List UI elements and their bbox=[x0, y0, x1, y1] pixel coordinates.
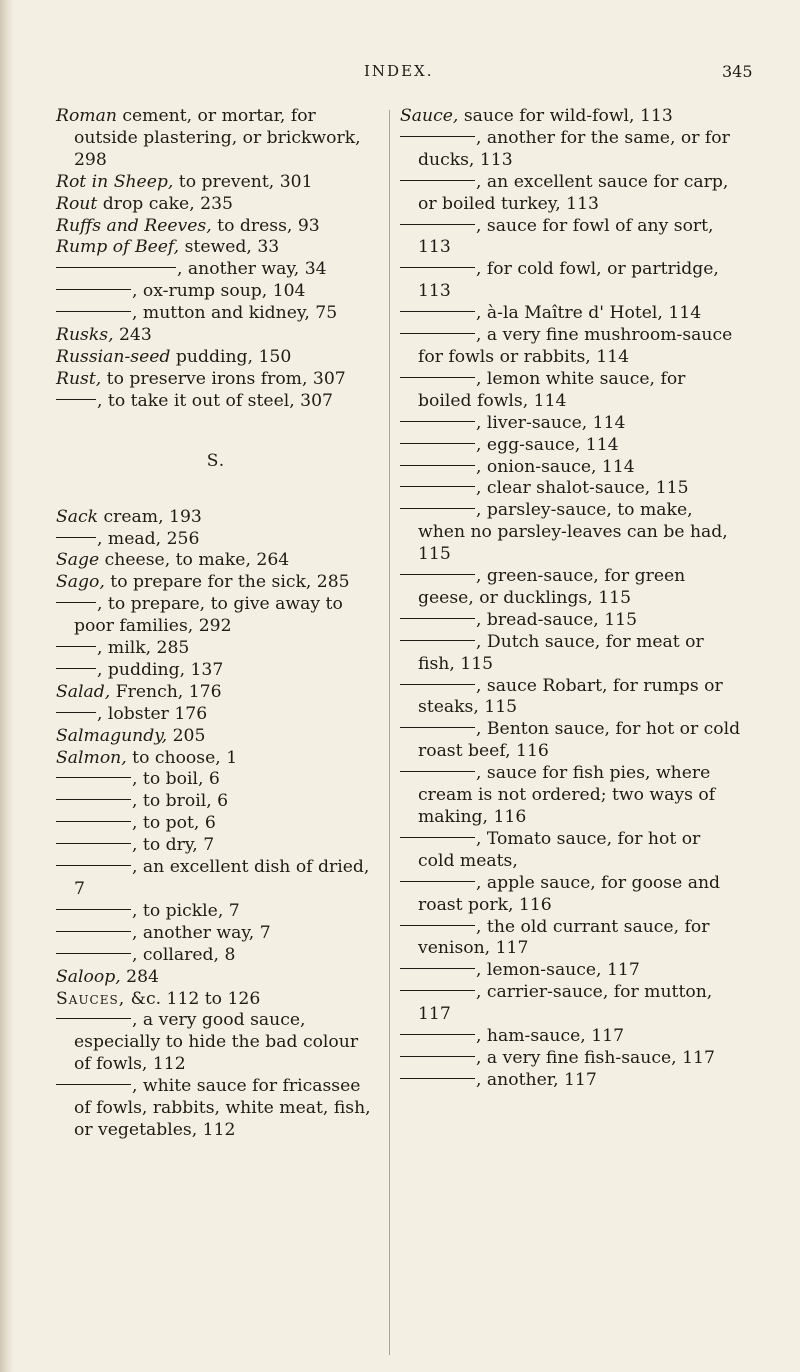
ditto-dash bbox=[400, 925, 475, 926]
index-entry bbox=[400, 369, 742, 413]
index-entry bbox=[56, 989, 376, 1011]
index-entry bbox=[56, 835, 376, 857]
index-entry bbox=[56, 347, 376, 369]
index-entry bbox=[56, 967, 376, 989]
index-entry bbox=[56, 550, 376, 572]
ditto-dash bbox=[56, 821, 131, 822]
ditto-dash bbox=[400, 508, 475, 509]
page-number: 345 bbox=[722, 62, 753, 81]
ditto-dash bbox=[400, 311, 475, 312]
entry-text: , lobster 176 bbox=[97, 703, 208, 724]
entry-text: , another, 117 bbox=[476, 1069, 597, 1090]
entry-text: , Dutch sauce, for meat or fish, 115 bbox=[418, 631, 704, 674]
ditto-dash bbox=[56, 289, 131, 290]
ditto-dash bbox=[400, 684, 475, 685]
ditto-dash bbox=[56, 602, 96, 603]
ditto-dash bbox=[56, 267, 176, 268]
entry-heading: Sack bbox=[56, 506, 99, 527]
index-entry bbox=[56, 682, 376, 704]
index-entry bbox=[56, 726, 376, 748]
entry-text: sauce for wild-fowl, 113 bbox=[458, 106, 673, 126]
index-entry bbox=[56, 945, 376, 967]
index-entry bbox=[400, 172, 742, 216]
index-entry bbox=[400, 325, 742, 369]
entry-text: , white sauce for fricassee of fowls, rabbits, white meat, fish, or vegetables, 112 bbox=[74, 1076, 371, 1140]
index-entry bbox=[400, 128, 742, 172]
index-entry bbox=[400, 676, 742, 720]
entry-heading: Salmagundy, bbox=[56, 725, 168, 746]
entry-text: 243 bbox=[113, 325, 152, 346]
ditto-dash bbox=[400, 421, 475, 422]
entry-text: , for cold fowl, or partridge, 113 bbox=[418, 259, 719, 302]
ditto-dash bbox=[400, 333, 475, 334]
entry-text: &c. 112 to 126 bbox=[125, 988, 261, 1009]
entry-text: , to pot, 6 bbox=[132, 813, 216, 834]
entry-text: to choose, 1 bbox=[126, 747, 238, 768]
entry-heading: Sago, bbox=[56, 572, 105, 593]
ditto-dash bbox=[400, 618, 475, 619]
entry-text: , to broil, 6 bbox=[132, 791, 229, 812]
entry-text: to prepare for the sick, 285 bbox=[104, 572, 350, 593]
index-entry bbox=[400, 106, 742, 128]
index-entry bbox=[400, 632, 742, 676]
entry-heading: Roman bbox=[56, 106, 117, 126]
entry-text: drop cake, 235 bbox=[97, 193, 233, 214]
entry-text: , sauce for fowl of any sort, 113 bbox=[418, 215, 714, 258]
ditto-dash bbox=[400, 990, 475, 991]
ditto-dash bbox=[56, 909, 131, 910]
ditto-dash bbox=[400, 1056, 475, 1057]
entry-heading: Rot in Sheep, bbox=[56, 171, 174, 192]
ditto-dash bbox=[56, 668, 96, 669]
index-entry bbox=[56, 259, 376, 281]
entry-text: , collared, 8 bbox=[132, 944, 236, 965]
index-entry bbox=[56, 594, 376, 638]
entry-text: , sauce for fish pies, where cream is not ordered; two ways of making, 116 bbox=[418, 763, 716, 827]
index-entry bbox=[56, 901, 376, 923]
index-entry bbox=[400, 829, 742, 873]
ditto-dash bbox=[400, 486, 475, 487]
ditto-dash bbox=[400, 837, 475, 838]
ditto-dash bbox=[400, 1078, 475, 1079]
index-entry bbox=[56, 1076, 376, 1142]
index-entry bbox=[400, 719, 742, 763]
entry-text: , bread-sauce, 115 bbox=[476, 609, 638, 630]
entry-heading: Salmon, bbox=[56, 747, 127, 768]
index-heading: INDEX. bbox=[364, 62, 434, 80]
right-column bbox=[400, 106, 742, 1092]
ditto-dash bbox=[400, 465, 475, 466]
entry-text: French, 176 bbox=[110, 681, 222, 702]
index-entry bbox=[400, 763, 742, 829]
ditto-dash bbox=[56, 799, 131, 800]
index-entry bbox=[400, 1026, 742, 1048]
entry-text: , milk, 285 bbox=[97, 638, 190, 659]
entry-text: to prevent, 301 bbox=[173, 171, 313, 192]
index-entry bbox=[400, 566, 742, 610]
index-entry bbox=[400, 917, 742, 961]
ditto-dash bbox=[400, 136, 475, 137]
index-entry bbox=[400, 1048, 742, 1070]
entry-text: , apple sauce, for goose and roast pork, 116 bbox=[418, 872, 721, 915]
entry-text: , à-la Maître d' Hotel, 114 bbox=[476, 303, 702, 324]
index-entry bbox=[56, 769, 376, 791]
ditto-dash bbox=[400, 377, 475, 378]
entry-heading: Rump of Beef, bbox=[56, 237, 180, 258]
index-entry bbox=[56, 923, 376, 945]
ditto-dash bbox=[56, 777, 131, 778]
entry-text: , ox-rump soup, 104 bbox=[132, 281, 306, 302]
entry-text: , a very good sauce, especially to hide the bad colour of fowls, 112 bbox=[74, 1010, 359, 1075]
ditto-dash bbox=[400, 771, 475, 772]
ditto-dash bbox=[56, 1018, 131, 1019]
index-entry bbox=[56, 529, 376, 551]
index-entry bbox=[400, 435, 742, 457]
entry-text: , green-sauce, for green geese, or ducklings, 115 bbox=[418, 566, 686, 608]
entry-text: , sauce Robart, for rumps or steaks, 115 bbox=[418, 675, 723, 718]
index-entry bbox=[400, 610, 742, 632]
section-letter: S. bbox=[206, 450, 226, 471]
ditto-dash bbox=[400, 267, 475, 268]
ditto-dash bbox=[56, 865, 131, 866]
ditto-dash bbox=[56, 712, 96, 713]
entry-text: , to pickle, 7 bbox=[132, 900, 240, 921]
left-column bbox=[56, 106, 376, 1142]
entry-text: , a very fine fish-sauce, 117 bbox=[476, 1047, 715, 1068]
index-entry bbox=[56, 813, 376, 835]
entry-heading: Sauces, bbox=[56, 988, 126, 1009]
entry-text: , pudding, 137 bbox=[97, 659, 224, 680]
index-entry bbox=[400, 478, 742, 500]
index-entry bbox=[400, 413, 742, 435]
column-divider bbox=[389, 110, 390, 1355]
index-entry bbox=[400, 500, 742, 566]
entry-text: , Benton sauce, for hot or cold roast beef, 116 bbox=[418, 719, 741, 762]
entry-heading: Sauce, bbox=[400, 106, 459, 126]
entry-heading: Russian-seed bbox=[56, 346, 171, 367]
entry-heading: Rust, bbox=[56, 368, 102, 389]
index-entry bbox=[56, 1010, 376, 1076]
entry-text: , lemon white sauce, for boiled fowls, 114 bbox=[418, 368, 686, 411]
entry-text: , Tomato sauce, for hot or cold meats, bbox=[418, 828, 701, 871]
index-entry bbox=[56, 391, 376, 413]
entry-text: , lemon-sauce, 117 bbox=[476, 960, 640, 981]
entry-text: cheese, to make, 264 bbox=[99, 550, 290, 571]
index-entry bbox=[56, 281, 376, 303]
entry-text: , egg-sauce, 114 bbox=[476, 434, 619, 455]
index-entry bbox=[56, 325, 376, 347]
entry-text: , parsley-sauce, to make, when no parsley-leaves can be had, 115 bbox=[418, 500, 728, 565]
ditto-dash bbox=[56, 646, 96, 647]
entry-text: , an excellent dish of dried, 7 bbox=[74, 857, 370, 899]
entry-heading: Saloop, bbox=[56, 966, 121, 987]
index-entry bbox=[400, 216, 742, 260]
entry-text: to preserve irons from, 307 bbox=[101, 368, 346, 389]
index-entry bbox=[400, 873, 742, 917]
ditto-dash bbox=[400, 180, 475, 181]
index-entry bbox=[400, 1070, 742, 1092]
index-entry bbox=[56, 216, 376, 238]
entry-text: pudding, 150 bbox=[170, 346, 292, 367]
index-entry bbox=[56, 857, 376, 901]
index-entry bbox=[56, 194, 376, 216]
entry-text: , another way, 7 bbox=[132, 922, 271, 943]
ditto-dash bbox=[400, 443, 475, 444]
index-entry bbox=[56, 791, 376, 813]
index-entry bbox=[56, 237, 376, 259]
entry-heading: Rusks, bbox=[56, 325, 114, 346]
entry-text: , to dry, 7 bbox=[132, 835, 215, 856]
page-header bbox=[0, 62, 800, 92]
index-entry bbox=[56, 303, 376, 325]
ditto-dash bbox=[400, 968, 475, 969]
ditto-dash bbox=[400, 574, 475, 575]
entry-text: 284 bbox=[120, 966, 159, 987]
entry-text: stewed, 33 bbox=[179, 237, 280, 258]
ditto-dash bbox=[56, 931, 131, 932]
entry-text: , to boil, 6 bbox=[132, 769, 220, 790]
index-entry bbox=[56, 704, 376, 726]
entry-text: , onion-sauce, 114 bbox=[476, 456, 635, 477]
entry-text: , another way, 34 bbox=[177, 259, 327, 280]
entry-text: , an excellent sauce for carp, or boiled turkey, 113 bbox=[418, 171, 729, 214]
entry-text: , to prepare, to give away to poor families, 292 bbox=[74, 594, 343, 637]
index-entry bbox=[56, 369, 376, 391]
entry-text: , another for the same, or for ducks, 113 bbox=[418, 127, 730, 170]
entry-heading: Rout bbox=[56, 193, 98, 214]
ditto-dash bbox=[400, 1034, 475, 1035]
ditto-dash bbox=[400, 727, 475, 728]
ditto-dash bbox=[56, 311, 131, 312]
index-entry bbox=[56, 572, 376, 594]
entry-text: , to take it out of steel, 307 bbox=[97, 390, 333, 411]
ditto-dash bbox=[400, 640, 475, 641]
entry-text: , the old currant sauce, for venison, 117 bbox=[418, 916, 710, 959]
entry-heading: Salad, bbox=[56, 681, 111, 702]
entry-text: , carrier-sauce, for mutton, 117 bbox=[418, 982, 713, 1025]
entry-text: , clear shalot-sauce, 115 bbox=[476, 478, 689, 499]
ditto-dash bbox=[56, 1084, 131, 1085]
entry-text: cement, or mortar, for outside plastering, or brickwork, 298 bbox=[74, 106, 361, 170]
entry-heading: Ruffs and Reeves, bbox=[56, 215, 212, 236]
index-entry bbox=[56, 748, 376, 770]
index-entry bbox=[400, 960, 742, 982]
entry-text: cream, 193 bbox=[98, 506, 202, 527]
index-entry bbox=[56, 660, 376, 682]
index-entry bbox=[400, 259, 742, 303]
entry-heading: Sage bbox=[56, 550, 100, 571]
index-entry bbox=[400, 457, 742, 479]
entry-text: , mutton and kidney, 75 bbox=[132, 303, 338, 324]
index-entry bbox=[56, 507, 376, 529]
entry-text: to dress, 93 bbox=[211, 215, 320, 236]
ditto-dash bbox=[56, 843, 131, 844]
ditto-dash bbox=[400, 224, 475, 225]
index-entry bbox=[56, 106, 376, 172]
entry-text: , ham-sauce, 117 bbox=[476, 1026, 625, 1047]
entry-text: , mead, 256 bbox=[97, 528, 200, 549]
ditto-dash bbox=[400, 881, 475, 882]
index-entry bbox=[56, 172, 376, 194]
index-entry bbox=[400, 982, 742, 1026]
entry-text: , a very fine mushroom-sauce for fowls or rabbits, 114 bbox=[418, 325, 733, 367]
entry-text: 205 bbox=[167, 725, 206, 746]
ditto-dash bbox=[56, 399, 96, 400]
page-edge bbox=[0, 0, 14, 1372]
index-entry bbox=[400, 303, 742, 325]
ditto-dash bbox=[56, 953, 131, 954]
entry-text: , liver-sauce, 114 bbox=[476, 412, 626, 433]
ditto-dash bbox=[56, 537, 96, 538]
index-entry bbox=[56, 638, 376, 660]
